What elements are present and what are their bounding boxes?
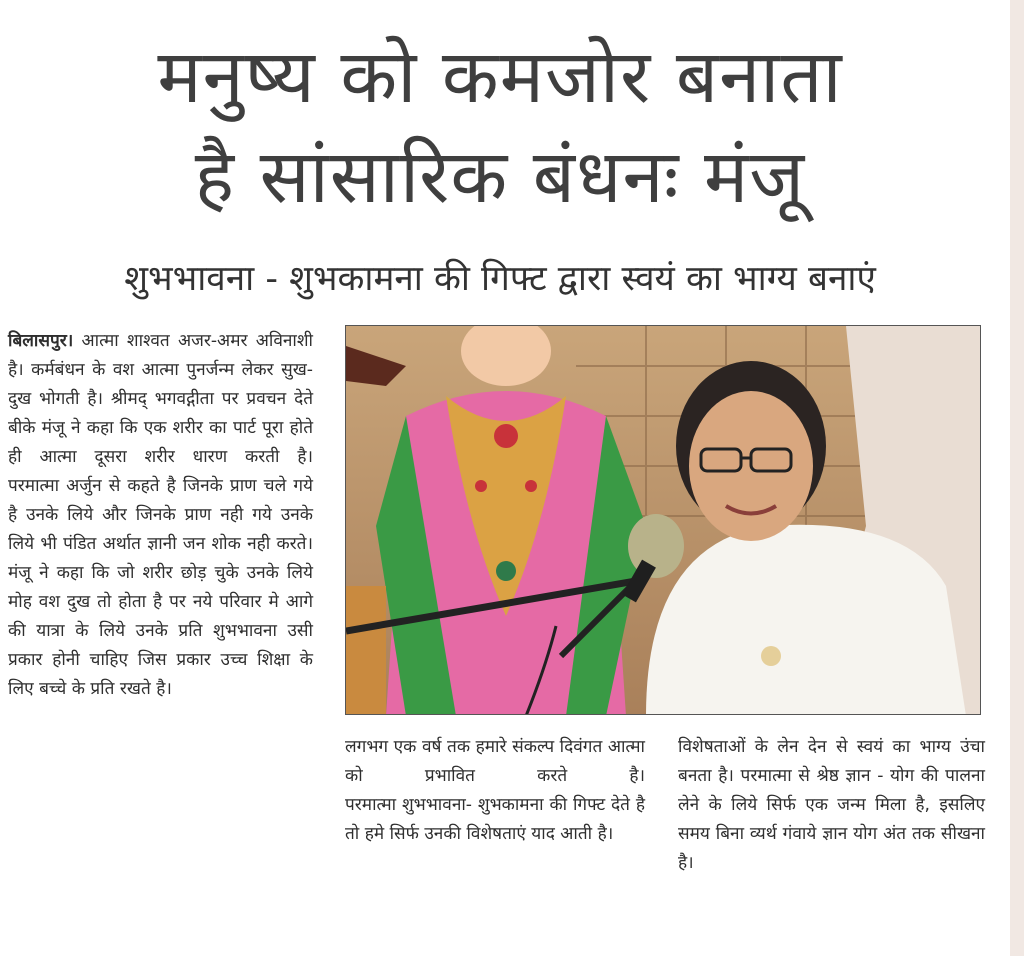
speaker-photo-illustration bbox=[346, 326, 981, 715]
paragraph: परमात्मा शुभभावना- शुभकामना की गिफ्ट देते है तो हमे सिर्फ उनकी विशेषताएं याद आती है। bbox=[345, 795, 645, 844]
article-photo bbox=[345, 325, 981, 715]
paragraph: विशेषताओं के लेन देन से स्वयं का भाग्य उंचा बनता है। परमात्मा से श्रेष्ठ ज्ञान - योग की पालना लेने के लिये सिर्फ एक जन्म मिला है, इसलिए समय बिना व्यर्थ गंवाये ज्ञान योग अंत तक सीखना है। bbox=[678, 737, 985, 873]
paragraph bbox=[8, 327, 313, 472]
paragraph-text: आत्मा शाश्वत अजर-अमर अविनाशी है। कर्मबंधन के वश आत्मा पुनर्जन्म लेकर सुख-दुख भोगती है। श्रीमद् भगवद्गीता पर प्रवचन देते बीके मंजू ने कहा कि एक शरीर का पार्ट पूरा होते ही आत्मा दूसरा शरीर धारण करती है। bbox=[8, 331, 314, 467]
article-column-1 bbox=[8, 327, 313, 704]
paragraph: लगभग एक वर्ष तक हमारे संकल्प दिवंगत आत्मा को प्रभावित करते है। bbox=[345, 737, 645, 786]
headline-line-2: है सांसारिक बंधनः मंजू bbox=[194, 134, 806, 220]
headline-line-1: मनुष्य को कमजोर बनाता bbox=[157, 34, 843, 120]
article-column-3 bbox=[678, 733, 985, 878]
article-column-2 bbox=[345, 733, 645, 849]
page-edge bbox=[1010, 0, 1024, 956]
dateline: बिलासपुर। bbox=[8, 331, 74, 351]
subheadline: शुभभावना - शुभकामना की गिफ्ट द्वारा स्वयं का भाग्य बनाएं bbox=[124, 259, 876, 299]
paragraph: परमात्मा अर्जुन से कहते है जिनके प्राण चले गये है उनके लिये और जिनके प्राण नही गये उनके लिये भी पंडित अर्थात ज्ञानी जन शोक नही करते। मंजू ने कहा कि जो शरीर छोड़ चुके उनके लिये मोह वश दुख तो होता है पर नये परिवार मे आगे की यात्रा के लिये उनके प्रति शुभभावना उसी प्रकार होनी चाहिए जिस प्रकार उच्च शिक्षा के लिए बच्चे के प्रति रखते है। bbox=[8, 476, 313, 699]
